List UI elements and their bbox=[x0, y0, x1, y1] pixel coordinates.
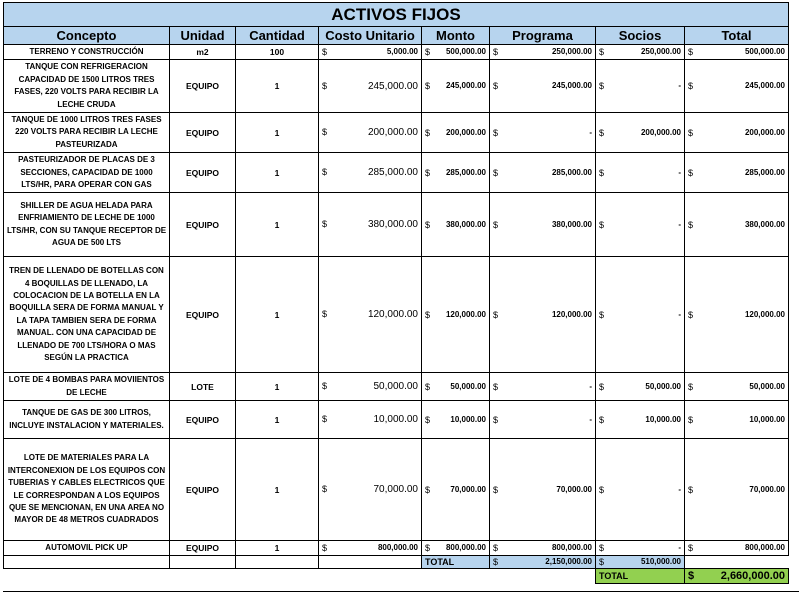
cell-programa bbox=[490, 112, 596, 152]
empty-cell bbox=[4, 556, 170, 569]
cell-unidad: EQUIPO bbox=[170, 193, 236, 257]
cell-socios-value: - bbox=[678, 81, 681, 91]
cell-concepto: AUTOMOVIL PICK UP bbox=[4, 541, 170, 556]
cell-monto-value: 800,000.00 bbox=[445, 543, 486, 553]
currency-sign: $ bbox=[322, 309, 328, 320]
cell-cantidad: 100 bbox=[236, 45, 319, 60]
currency-sign: $ bbox=[599, 543, 605, 554]
cell-socios bbox=[596, 60, 685, 113]
cell-cantidad: 1 bbox=[236, 373, 319, 401]
empty-cell bbox=[236, 556, 319, 569]
empty-cell bbox=[4, 569, 170, 584]
currency-sign: $ bbox=[599, 167, 605, 178]
cell-programa bbox=[490, 193, 596, 257]
cell-programa-value: 245,000.00 bbox=[551, 81, 592, 91]
header-concepto: Concepto bbox=[4, 27, 170, 45]
cell-monto-value: 245,000.00 bbox=[445, 81, 486, 91]
currency-sign: $ bbox=[425, 543, 431, 554]
cell-monto bbox=[422, 373, 490, 401]
cell-unidad: EQUIPO bbox=[170, 541, 236, 556]
currency-sign: $ bbox=[493, 47, 499, 58]
cell-unidad: m2 bbox=[170, 45, 236, 60]
cell-programa-value: 285,000.00 bbox=[551, 167, 592, 177]
currency-sign: $ bbox=[599, 309, 605, 320]
header-unidad: Unidad bbox=[170, 27, 236, 45]
table-row bbox=[4, 373, 789, 401]
cell-total bbox=[685, 541, 789, 556]
cell-monto bbox=[422, 112, 490, 152]
currency-sign: $ bbox=[425, 414, 431, 425]
cell-socios bbox=[596, 401, 685, 439]
currency-sign: $ bbox=[493, 127, 499, 138]
cell-socios bbox=[596, 45, 685, 60]
header-costo-unitario: Costo Unitario bbox=[319, 27, 422, 45]
currency-sign: $ bbox=[688, 414, 694, 425]
cell-total bbox=[685, 45, 789, 60]
cell-total bbox=[685, 373, 789, 401]
cell-total-value: 120,000.00 bbox=[744, 309, 785, 319]
table-row bbox=[4, 112, 789, 152]
cell-concepto: TANQUE DE 1000 LITROS TRES FASES 220 VOLTS PARA RECIBIR LA LECHE PASTEURIZADA bbox=[4, 112, 170, 152]
cell-costo-unitario-value: 50,000.00 bbox=[373, 381, 418, 393]
cell-monto-value: 50,000.00 bbox=[450, 381, 486, 391]
cell-monto bbox=[422, 60, 490, 113]
table-row bbox=[4, 257, 789, 373]
currency-sign: $ bbox=[425, 381, 431, 392]
header-row bbox=[4, 27, 789, 45]
cell-programa bbox=[490, 401, 596, 439]
table-row bbox=[4, 439, 789, 541]
empty-cell bbox=[236, 569, 319, 584]
cell-costo-unitario bbox=[319, 153, 422, 193]
cell-monto-value: 500,000.00 bbox=[445, 47, 486, 57]
cell-monto-value: 285,000.00 bbox=[445, 167, 486, 177]
currency-sign: $ bbox=[425, 309, 431, 320]
cell-cantidad: 1 bbox=[236, 257, 319, 373]
table-row bbox=[4, 401, 789, 439]
cell-programa bbox=[490, 257, 596, 373]
cell-costo-unitario bbox=[319, 60, 422, 113]
subtotal-programa bbox=[490, 556, 596, 569]
cell-programa-value: - bbox=[589, 414, 592, 424]
currency-sign: $ bbox=[688, 543, 694, 554]
cell-programa-value: - bbox=[589, 381, 592, 391]
currency-sign: $ bbox=[599, 219, 605, 230]
currency-sign: $ bbox=[688, 570, 695, 583]
cell-programa bbox=[490, 45, 596, 60]
cell-monto-value: 380,000.00 bbox=[445, 219, 486, 229]
cell-cantidad: 1 bbox=[236, 60, 319, 113]
cell-total-value: 380,000.00 bbox=[744, 219, 785, 229]
currency-sign: $ bbox=[688, 381, 694, 392]
currency-sign: $ bbox=[425, 484, 431, 495]
currency-sign: $ bbox=[322, 219, 328, 230]
cell-costo-unitario-value: 800,000.00 bbox=[377, 543, 418, 553]
cell-costo-unitario-value: 245,000.00 bbox=[367, 80, 418, 92]
currency-sign: $ bbox=[493, 414, 499, 425]
cell-costo-unitario bbox=[319, 112, 422, 152]
table-row bbox=[4, 193, 789, 257]
cell-total-value: 10,000.00 bbox=[749, 414, 785, 424]
empty-cell bbox=[490, 569, 596, 584]
cell-unidad: EQUIPO bbox=[170, 257, 236, 373]
cell-total bbox=[685, 153, 789, 193]
currency-sign: $ bbox=[688, 47, 694, 58]
currency-sign: $ bbox=[322, 414, 328, 425]
currency-sign: $ bbox=[493, 381, 499, 392]
header-socios: Socios bbox=[596, 27, 685, 45]
cell-total-value: 245,000.00 bbox=[744, 81, 785, 91]
currency-sign: $ bbox=[425, 127, 431, 138]
cell-total bbox=[685, 193, 789, 257]
cell-costo-unitario-value: 380,000.00 bbox=[367, 219, 418, 231]
grand-total-row bbox=[4, 569, 789, 584]
currency-sign: $ bbox=[425, 47, 431, 58]
currency-sign: $ bbox=[493, 557, 499, 568]
cell-programa-value: 380,000.00 bbox=[551, 219, 592, 229]
header-monto: Monto bbox=[422, 27, 490, 45]
cell-total bbox=[685, 439, 789, 541]
cell-total-value: 500,000.00 bbox=[744, 47, 785, 57]
cell-costo-unitario-value: 10,000.00 bbox=[373, 414, 418, 426]
cell-programa-value: 250,000.00 bbox=[551, 47, 592, 57]
cell-programa-value: 800,000.00 bbox=[551, 543, 592, 553]
cell-costo-unitario bbox=[319, 257, 422, 373]
cell-cantidad: 1 bbox=[236, 112, 319, 152]
currency-sign: $ bbox=[688, 219, 694, 230]
currency-sign: $ bbox=[493, 219, 499, 230]
cell-total bbox=[685, 112, 789, 152]
currency-sign: $ bbox=[322, 127, 328, 138]
cell-socios bbox=[596, 193, 685, 257]
cell-monto bbox=[422, 401, 490, 439]
subtotal-row bbox=[4, 556, 789, 569]
empty-cell bbox=[319, 556, 422, 569]
currency-sign: $ bbox=[688, 81, 694, 92]
cell-socios bbox=[596, 112, 685, 152]
cell-monto-value: 200,000.00 bbox=[445, 127, 486, 137]
cell-costo-unitario bbox=[319, 439, 422, 541]
bottom-border bbox=[3, 591, 799, 592]
cell-socios-value: - bbox=[678, 219, 681, 229]
activos-fijos-table bbox=[3, 2, 789, 584]
cell-concepto: SHILLER DE AGUA HELADA PARA ENFRIAMIENTO DE LECHE DE 1000 LTS/HR, CON SU TANQUE RECEPTOR DE AGUA DE 500 LTS bbox=[4, 193, 170, 257]
grand-total-value bbox=[685, 569, 789, 584]
cell-total-value: 800,000.00 bbox=[744, 543, 785, 553]
cell-concepto: TANQUE DE GAS DE 300 LITROS, INCLUYE INSTALACION Y MATERIALES. bbox=[4, 401, 170, 439]
cell-socios bbox=[596, 257, 685, 373]
cell-costo-unitario-value: 200,000.00 bbox=[367, 127, 418, 139]
currency-sign: $ bbox=[599, 81, 605, 92]
cell-programa bbox=[490, 439, 596, 541]
grand-total-value-value: 2,660,000.00 bbox=[720, 570, 785, 583]
header-programa: Programa bbox=[490, 27, 596, 45]
cell-costo-unitario-value: 70,000.00 bbox=[373, 484, 418, 496]
grand-total-label: TOTAL bbox=[596, 569, 685, 584]
currency-sign: $ bbox=[493, 484, 499, 495]
cell-costo-unitario bbox=[319, 373, 422, 401]
cell-concepto: TERRENO Y CONSTRUCCIÓN bbox=[4, 45, 170, 60]
cell-monto-value: 120,000.00 bbox=[445, 309, 486, 319]
cell-total-value: 70,000.00 bbox=[749, 484, 785, 494]
table-row bbox=[4, 60, 789, 113]
currency-sign: $ bbox=[322, 47, 328, 58]
currency-sign: $ bbox=[425, 219, 431, 230]
cell-costo-unitario-value: 5,000.00 bbox=[386, 47, 418, 57]
currency-sign: $ bbox=[322, 543, 328, 554]
cell-unidad: EQUIPO bbox=[170, 153, 236, 193]
cell-unidad: EQUIPO bbox=[170, 112, 236, 152]
cell-socios-value: - bbox=[678, 484, 681, 494]
cell-costo-unitario bbox=[319, 193, 422, 257]
cell-programa-value: 120,000.00 bbox=[551, 309, 592, 319]
cell-cantidad: 1 bbox=[236, 439, 319, 541]
cell-monto bbox=[422, 257, 490, 373]
currency-sign: $ bbox=[688, 167, 694, 178]
table-row bbox=[4, 541, 789, 556]
cell-costo-unitario bbox=[319, 45, 422, 60]
cell-programa bbox=[490, 153, 596, 193]
cell-monto bbox=[422, 45, 490, 60]
cell-unidad: LOTE bbox=[170, 373, 236, 401]
currency-sign: $ bbox=[493, 167, 499, 178]
cell-total bbox=[685, 60, 789, 113]
cell-total-value: 200,000.00 bbox=[744, 127, 785, 137]
cell-concepto: LOTE DE MATERIALES PARA LA INTERCONEXION DE LOS EQUIPOS CON TUBERIAS Y CABLES ELECTRICOS QUE LE CORRESPONDAN A LOS EQUIPOS QUE SE MENCIONAN, EN UNA AREA NO MAYOR DE 48 METROS CUADRADOS bbox=[4, 439, 170, 541]
cell-total-value: 50,000.00 bbox=[749, 381, 785, 391]
subtotal-socios bbox=[596, 556, 685, 569]
cell-costo-unitario bbox=[319, 541, 422, 556]
cell-monto-value: 70,000.00 bbox=[450, 484, 486, 494]
empty-cell bbox=[319, 569, 422, 584]
cell-programa-value: - bbox=[589, 127, 592, 137]
currency-sign: $ bbox=[493, 309, 499, 320]
cell-total-value: 285,000.00 bbox=[744, 167, 785, 177]
cell-cantidad: 1 bbox=[236, 193, 319, 257]
currency-sign: $ bbox=[425, 81, 431, 92]
currency-sign: $ bbox=[599, 127, 605, 138]
cell-cantidad: 1 bbox=[236, 153, 319, 193]
cell-concepto: TANQUE CON REFRIGERACION CAPACIDAD DE 1500 LITROS TRES FASES, 220 VOLTS PARA RECIBIR LA LECHE CRUDA bbox=[4, 60, 170, 113]
empty-cell bbox=[422, 569, 490, 584]
cell-programa bbox=[490, 541, 596, 556]
cell-socios bbox=[596, 153, 685, 193]
currency-sign: $ bbox=[599, 484, 605, 495]
cell-total bbox=[685, 257, 789, 373]
cell-cantidad: 1 bbox=[236, 401, 319, 439]
cell-total bbox=[685, 401, 789, 439]
currency-sign: $ bbox=[688, 127, 694, 138]
cell-costo-unitario bbox=[319, 401, 422, 439]
currency-sign: $ bbox=[322, 484, 328, 495]
cell-socios-value: - bbox=[678, 543, 681, 553]
cell-programa bbox=[490, 60, 596, 113]
cell-socios-value: 10,000.00 bbox=[645, 414, 681, 424]
cell-socios bbox=[596, 541, 685, 556]
cell-concepto: PASTEURIZADOR DE PLACAS DE 3 SECCIONES, CAPACIDAD DE 1000 LTS/HR, PARA OPERAR CON GAS bbox=[4, 153, 170, 193]
cell-unidad: EQUIPO bbox=[170, 439, 236, 541]
currency-sign: $ bbox=[599, 47, 605, 58]
subtotal-programa-value: 2,150,000.00 bbox=[545, 557, 592, 567]
empty-cell bbox=[170, 556, 236, 569]
currency-sign: $ bbox=[322, 80, 328, 91]
cell-socios bbox=[596, 439, 685, 541]
currency-sign: $ bbox=[599, 557, 605, 568]
subtotal-socios-value: 510,000.00 bbox=[640, 557, 681, 567]
cell-unidad: EQUIPO bbox=[170, 401, 236, 439]
currency-sign: $ bbox=[599, 381, 605, 392]
empty-cell bbox=[685, 556, 789, 569]
empty-cell bbox=[170, 569, 236, 584]
cell-socios-value: - bbox=[678, 167, 681, 177]
currency-sign: $ bbox=[493, 81, 499, 92]
cell-costo-unitario-value: 120,000.00 bbox=[367, 309, 418, 321]
cell-monto-value: 10,000.00 bbox=[450, 414, 486, 424]
cell-concepto: TREN DE LLENADO DE BOTELLAS CON 4 BOQUILLAS DE LLENADO, LA COLOCACION DE LA BOTELLA EN LA BOQUILLA SERA DE FORMA MANUAL Y LA TAPA TAMBIEN SERA DE FORMA MANUAL. CON UNA CAPACIDAD DE LLENADO DE 700 LTS/HORA O MAS SEGÚN LA PRACTICA bbox=[4, 257, 170, 373]
currency-sign: $ bbox=[688, 309, 694, 320]
table-title: ACTIVOS FIJOS bbox=[4, 3, 789, 27]
currency-sign: $ bbox=[425, 167, 431, 178]
cell-concepto: LOTE DE 4 BOMBAS PARA MOVIIENTOS DE LECHE bbox=[4, 373, 170, 401]
cell-monto bbox=[422, 193, 490, 257]
currency-sign: $ bbox=[322, 167, 328, 178]
cell-cantidad: 1 bbox=[236, 541, 319, 556]
cell-monto bbox=[422, 439, 490, 541]
cell-monto bbox=[422, 153, 490, 193]
table-row bbox=[4, 45, 789, 60]
table-row bbox=[4, 153, 789, 193]
cell-socios bbox=[596, 373, 685, 401]
cell-programa bbox=[490, 373, 596, 401]
cell-socios-value: - bbox=[678, 309, 681, 319]
header-total: Total bbox=[685, 27, 789, 45]
currency-sign: $ bbox=[688, 484, 694, 495]
cell-monto bbox=[422, 541, 490, 556]
currency-sign: $ bbox=[322, 381, 328, 392]
currency-sign: $ bbox=[493, 543, 499, 554]
cell-programa-value: 70,000.00 bbox=[556, 484, 592, 494]
cell-socios-value: 250,000.00 bbox=[640, 47, 681, 57]
cell-socios-value: 50,000.00 bbox=[645, 381, 681, 391]
subtotal-label: TOTAL bbox=[422, 556, 490, 569]
cell-socios-value: 200,000.00 bbox=[640, 127, 681, 137]
cell-unidad: EQUIPO bbox=[170, 60, 236, 113]
cell-costo-unitario-value: 285,000.00 bbox=[367, 167, 418, 179]
header-cantidad: Cantidad bbox=[236, 27, 319, 45]
currency-sign: $ bbox=[599, 414, 605, 425]
